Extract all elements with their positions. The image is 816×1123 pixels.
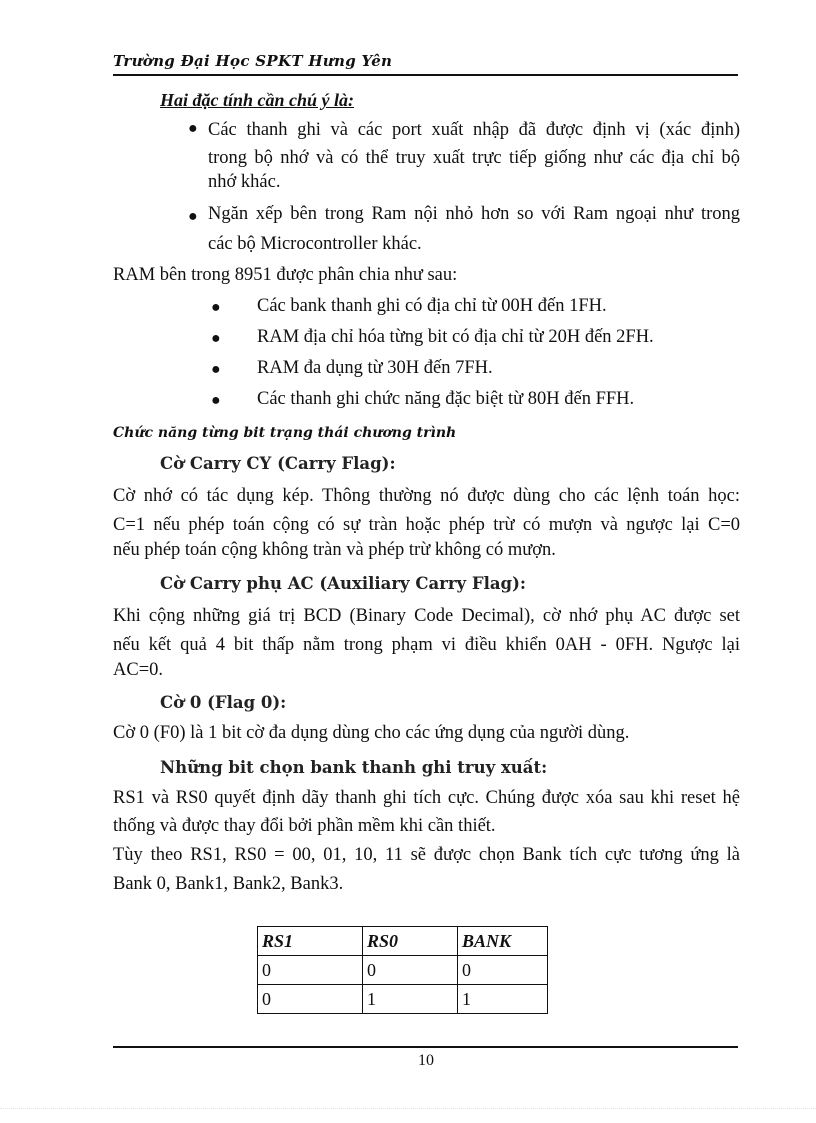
ac-line: nếu kết quả 4 bit thấp nằm trong phạm vi điều khiển 0AH - 0FH. Ngược lại <box>113 635 740 655</box>
feature-1-line: Các thanh ghi và các port xuất nhập đã được định vị (xác định) <box>208 120 740 140</box>
ac-line: AC=0. <box>113 660 164 680</box>
table-cell: 1 <box>363 985 458 1014</box>
rs-paragraph <box>113 788 740 809</box>
table-header-row <box>258 927 548 956</box>
bullet-icon: ● <box>211 330 221 347</box>
table-cell: 1 <box>458 985 548 1014</box>
ram-item: Các thanh ghi chức năng đặc biệt từ 80H đến FFH. <box>257 389 635 409</box>
rs-line: RS1 và RS0 quyết định dãy thanh ghi tích cực. Chúng được xóa sau khi reset hệ <box>113 788 740 808</box>
cy-line: C=1 nếu phép toán cộng có sự tràn hoặc phép trừ có mượn và ngược lại C=0 <box>113 515 740 535</box>
ram-item: Các bank thanh ghi có địa chỉ từ 00H đến 1FH. <box>257 296 607 316</box>
rs-paragraph-2 <box>113 845 740 866</box>
rs-line: Tùy theo RS1, RS0 = 00, 01, 10, 11 sẽ được chọn Bank tích cực tương ứng là <box>113 845 740 865</box>
section-title: Chức năng từng bit trạng thái chương trình <box>113 425 457 441</box>
rs-line: thống và được thay đổi bởi phần mềm khi cần thiết. <box>113 816 496 836</box>
feature-1-text <box>208 116 740 172</box>
ac-line: Khi cộng những giá trị BCD (Binary Code Decimal), cờ nhớ phụ AC được set <box>113 606 740 626</box>
bullet-icon: ● <box>188 120 198 137</box>
cy-paragraph <box>113 482 740 540</box>
table-cell: 0 <box>363 956 458 985</box>
f0-heading: Cờ 0 (Flag 0): <box>160 693 287 712</box>
table-header: RS1 <box>258 927 363 956</box>
ram-item: RAM đa dụng từ 30H đến 7FH. <box>257 358 493 378</box>
table-cell: 0 <box>458 956 548 985</box>
f0-text: Cờ 0 (F0) là 1 bit cờ đa dụng dùng cho các ứng dụng của người dùng. <box>113 723 630 743</box>
bank-table <box>257 926 548 1014</box>
rs-line: Bank 0, Bank1, Bank2, Bank3. <box>113 874 344 894</box>
bullet-icon: ● <box>211 392 221 409</box>
ram-item: RAM địa chỉ hóa từng bit có địa chỉ từ 20H đến 2FH. <box>257 327 654 347</box>
bullet-icon: ● <box>188 208 198 225</box>
cy-heading: Cờ Carry CY (Carry Flag): <box>160 454 396 473</box>
ac-paragraph <box>113 602 740 660</box>
table-header: BANK <box>458 927 548 956</box>
page-number: 10 <box>418 1052 434 1069</box>
table-row <box>258 985 548 1014</box>
table-row <box>258 956 548 985</box>
subtitle: Hai đặc tính cần chú ý là: <box>160 90 355 110</box>
page-edge-divider <box>0 1108 816 1109</box>
table-header: RS0 <box>363 927 458 956</box>
header-rule <box>113 74 738 76</box>
table-cell: 0 <box>258 985 363 1014</box>
feature-1-line: trong bộ nhớ và có thể truy xuất trực tiếp giống như các địa chỉ bộ <box>208 148 740 168</box>
bullet-icon: ● <box>211 361 221 378</box>
page-header: Trường Đại Học SPKT Hưng Yên <box>113 52 393 70</box>
feature-2-line: các bộ Microcontroller khác. <box>208 234 422 254</box>
feature-1-line: nhớ khác. <box>208 172 281 192</box>
feature-2-text <box>208 204 740 225</box>
cy-line: Cờ nhớ có tác dụng kép. Thông thường nó được dùng cho các lệnh toán học: <box>113 486 740 506</box>
ram-intro: RAM bên trong 8951 được phân chia như sau: <box>113 265 458 285</box>
rs-heading: Những bit chọn bank thanh ghi truy xuất: <box>160 758 548 777</box>
feature-2-line: Ngăn xếp bên trong Ram nội nhỏ hơn so với Ram ngoại như trong <box>208 204 740 224</box>
ac-heading: Cờ Carry phụ AC (Auxiliary Carry Flag): <box>160 574 526 593</box>
table-cell: 0 <box>258 956 363 985</box>
footer-rule <box>113 1046 738 1048</box>
cy-line: nếu phép toán cộng không tràn và phép trừ không có mượn. <box>113 540 556 560</box>
bullet-icon: ● <box>211 299 221 316</box>
